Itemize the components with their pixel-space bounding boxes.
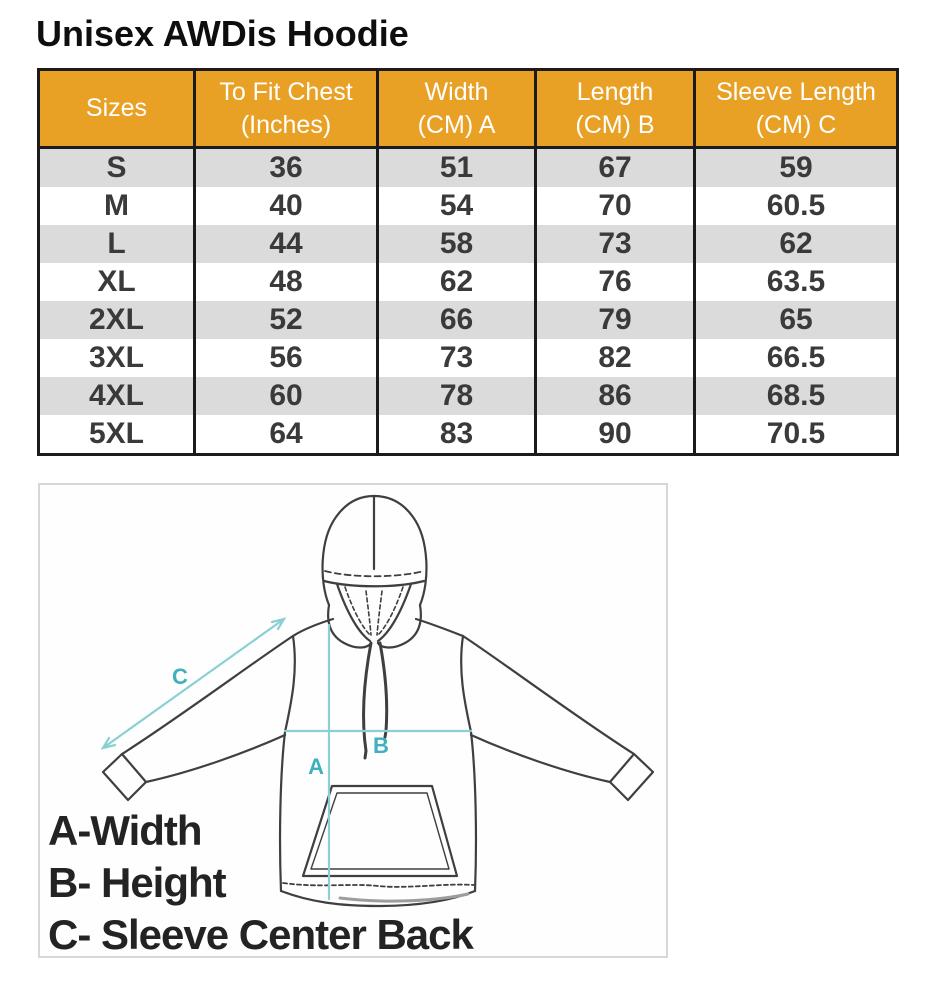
- length-cell: 90: [536, 415, 695, 455]
- sleeve-cell: 65: [695, 301, 898, 339]
- size-cell: 3XL: [88, 341, 145, 374]
- length-cell: 76: [536, 263, 695, 301]
- sleeve-top-right: [463, 636, 634, 754]
- sleeve-bottom-left: [146, 735, 285, 782]
- table-row: [39, 301, 898, 339]
- chest-cell: 64: [195, 415, 378, 455]
- sleeve-cell: 70.5: [695, 415, 898, 455]
- header-line: To Fit Chest: [219, 77, 353, 106]
- measure-label-c: C: [172, 664, 188, 689]
- cuff-left: [103, 754, 146, 800]
- length-cell: 86: [536, 377, 695, 415]
- table-row: [39, 415, 898, 455]
- size-cell: 5XL: [88, 417, 145, 450]
- hood-cheek-left: [328, 605, 371, 648]
- size-cell: M: [104, 189, 129, 222]
- measure-label-b: B: [373, 733, 389, 758]
- sleeve-bottom-right: [471, 735, 610, 782]
- collar-right: [378, 584, 411, 641]
- header-line: Length: [576, 77, 654, 106]
- table-row: [39, 339, 898, 377]
- shoulder-right: [416, 619, 463, 636]
- collar-left: [337, 584, 370, 641]
- sleeve-cell: 59: [695, 148, 898, 188]
- width-cell: 51: [378, 148, 536, 188]
- header-cell-sleeve: [695, 70, 898, 148]
- header-cell-sizes: [39, 70, 195, 148]
- chest-cell: 52: [195, 301, 378, 339]
- sleeve-cell: 60.5: [695, 187, 898, 225]
- chest-cell: 44: [195, 225, 378, 263]
- width-cell: 78: [378, 377, 536, 415]
- width-cell: 83: [378, 415, 536, 455]
- header-line: (CM) C: [755, 110, 837, 139]
- width-cell: 58: [378, 225, 536, 263]
- sleeve-cell: 66.5: [695, 339, 898, 377]
- length-cell: 67: [536, 148, 695, 188]
- legend-line-a: A-Width: [48, 807, 202, 854]
- header-line: Sizes: [85, 94, 148, 122]
- measure-label-a: A: [308, 754, 324, 779]
- size-cell: XL: [97, 265, 136, 298]
- header-line: (CM) B: [575, 110, 655, 139]
- header-row: [39, 70, 898, 148]
- legend-line-b: B- Height: [48, 859, 226, 906]
- diagram-legend: [48, 805, 473, 961]
- hood-band-stitch: [325, 571, 424, 576]
- collar-inner-left: [366, 591, 371, 635]
- header-cell-width: [378, 70, 536, 148]
- sleeve-cell: 63.5: [695, 263, 898, 301]
- table-row: [39, 377, 898, 415]
- page-title: Unisex AWDis Hoodie: [36, 13, 409, 54]
- length-cell: 82: [536, 339, 695, 377]
- chest-cell: 36: [195, 148, 378, 188]
- hood-band: [324, 581, 424, 586]
- width-cell: 62: [378, 263, 536, 301]
- header-line: (Inches): [240, 110, 332, 139]
- table-row: [39, 187, 898, 225]
- width-cell: 73: [378, 339, 536, 377]
- measure-line-c: [103, 619, 284, 748]
- size-cell: 2XL: [88, 303, 145, 336]
- length-cell: 70: [536, 187, 695, 225]
- measurement-diagram-panel: [38, 483, 668, 958]
- chest-cell: 56: [195, 339, 378, 377]
- width-cell: 54: [378, 187, 536, 225]
- table-header: [39, 70, 898, 148]
- length-cell: 73: [536, 225, 695, 263]
- size-cell: 4XL: [88, 379, 145, 412]
- width-cell: 66: [378, 301, 536, 339]
- table-row: [39, 263, 898, 301]
- chest-cell: 40: [195, 187, 378, 225]
- header-cell-length: [536, 70, 695, 148]
- header-line: Sleeve Length: [716, 77, 876, 106]
- legend-line-c: C- Sleeve Center Back: [48, 911, 473, 958]
- table-row: [39, 225, 898, 263]
- chest-cell: 60: [195, 377, 378, 415]
- size-chart-table: [37, 68, 899, 456]
- size-cell: L: [107, 227, 126, 260]
- size-cell: S: [106, 151, 127, 184]
- cuff-right: [610, 754, 653, 800]
- shoulder-left: [293, 619, 333, 636]
- table-row: [39, 148, 898, 188]
- chest-cell: 48: [195, 263, 378, 301]
- sleeve-cell: 62: [695, 225, 898, 263]
- header-cell-chest: [195, 70, 378, 148]
- table-body: [39, 148, 898, 455]
- length-cell: 79: [536, 301, 695, 339]
- sleeve-top-left: [122, 636, 293, 754]
- sleeve-cell: 68.5: [695, 377, 898, 415]
- drawstring-right: [380, 643, 387, 737]
- header-line: Width: [424, 77, 489, 106]
- header-line: (CM) A: [417, 110, 496, 139]
- collar-inner-right: [377, 591, 382, 635]
- drawstring-left: [364, 643, 371, 758]
